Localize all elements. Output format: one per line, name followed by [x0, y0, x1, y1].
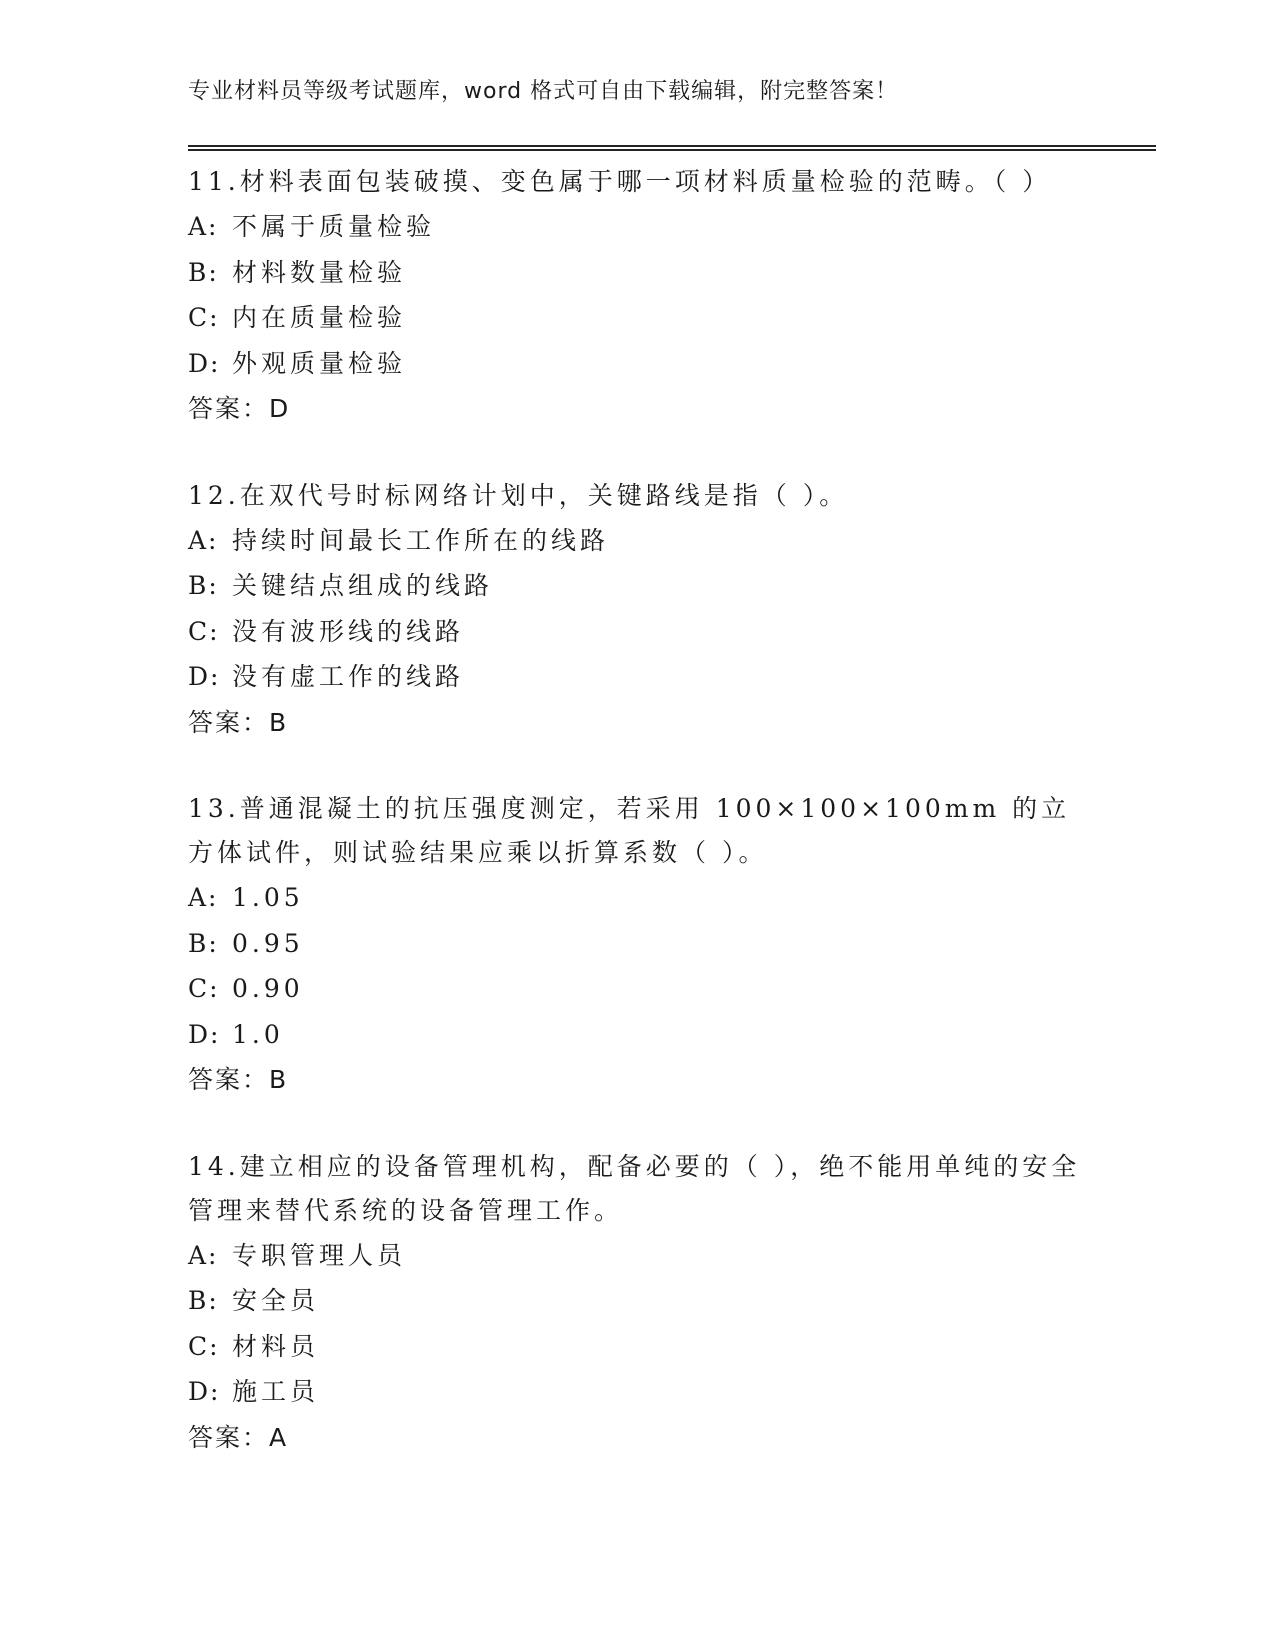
- option-text: 1.05: [232, 883, 304, 912]
- option-d: [188, 341, 1088, 387]
- option-letter: B:: [188, 571, 219, 600]
- option-letter: C:: [188, 1331, 220, 1361]
- option-text: 内在质量检验: [232, 303, 407, 332]
- option-text: 0.95: [232, 928, 304, 958]
- option-text: 安全员: [232, 1286, 320, 1315]
- option-d: [188, 654, 1088, 700]
- option-letter: A:: [188, 212, 219, 241]
- option-letter: B:: [188, 1286, 219, 1315]
- answer: 答案：B: [188, 707, 289, 737]
- option-letter: C:: [188, 303, 220, 332]
- option-text: 材料数量检验: [232, 257, 407, 287]
- option-letter: B:: [188, 928, 219, 958]
- option-text: 外观质量检验: [232, 348, 407, 378]
- option-letter: D:: [188, 662, 221, 691]
- page-header: 专业材料员等级考试题库，word 格式可自由下载编辑，附完整答案！: [188, 79, 899, 104]
- option-text: 专职管理人员: [232, 1240, 407, 1270]
- option-d: [188, 1369, 1088, 1415]
- question-text: 12.在双代号时标网络计划中，关键路线是指（ ）。: [188, 480, 849, 510]
- question-list: [188, 160, 1088, 1502]
- question-12: [188, 474, 1088, 746]
- option-c: [188, 295, 1088, 341]
- question-14: [188, 1145, 1088, 1461]
- option-text: 1.0: [232, 1019, 284, 1049]
- option-c: [188, 609, 1088, 655]
- option-c: [188, 1324, 1088, 1370]
- option-text: 关键结点组成的线路: [232, 571, 494, 600]
- answer: 答案：D: [188, 394, 291, 423]
- question-11: [188, 160, 1088, 432]
- option-text: 没有虚工作的线路: [232, 662, 465, 691]
- option-b: [188, 921, 1088, 967]
- answer: 答案：A: [188, 1422, 289, 1452]
- question-13: [188, 787, 1088, 1103]
- option-letter: A:: [188, 1240, 219, 1270]
- question-text: 11.材料表面包装破摸、变色属于哪一项材料质量检验的范畴。（ ）: [188, 167, 1052, 196]
- option-letter: D:: [188, 1019, 221, 1049]
- option-letter: A:: [188, 883, 219, 912]
- option-d: [188, 1012, 1088, 1058]
- option-c: [188, 966, 1088, 1012]
- option-text: 材料员: [232, 1331, 320, 1361]
- question-text: 14.建立相应的设备管理机构，配备必要的（ ），绝不能用单纯的安全管理来替代系统的设备管理工作。: [188, 1151, 1081, 1225]
- option-letter: D:: [188, 348, 221, 378]
- question-text: 13.普通混凝土的抗压强度测定，若采用 100×100×100mm 的立方体试件，则试验结果应乘以折算系数（ ）。: [188, 794, 1071, 867]
- option-b: [188, 1278, 1088, 1324]
- option-text: 施工员: [232, 1377, 320, 1406]
- option-a: [188, 204, 1088, 250]
- option-a: [188, 518, 1088, 564]
- option-b: [188, 563, 1088, 609]
- option-a: [188, 1233, 1088, 1279]
- option-letter: B:: [188, 257, 219, 287]
- answer: 答案：B: [188, 1065, 289, 1094]
- option-text: 0.90: [232, 974, 304, 1003]
- option-letter: A:: [188, 525, 219, 555]
- option-letter: C:: [188, 616, 220, 646]
- option-text: 持续时间最长工作所在的线路: [232, 525, 610, 555]
- option-letter: C:: [188, 974, 220, 1003]
- option-text: 不属于质量检验: [232, 212, 436, 241]
- option-a: [188, 875, 1088, 921]
- option-text: 没有波形线的线路: [232, 616, 465, 646]
- header-double-rule: [188, 145, 1156, 151]
- option-b: [188, 250, 1088, 296]
- option-letter: D:: [188, 1377, 221, 1406]
